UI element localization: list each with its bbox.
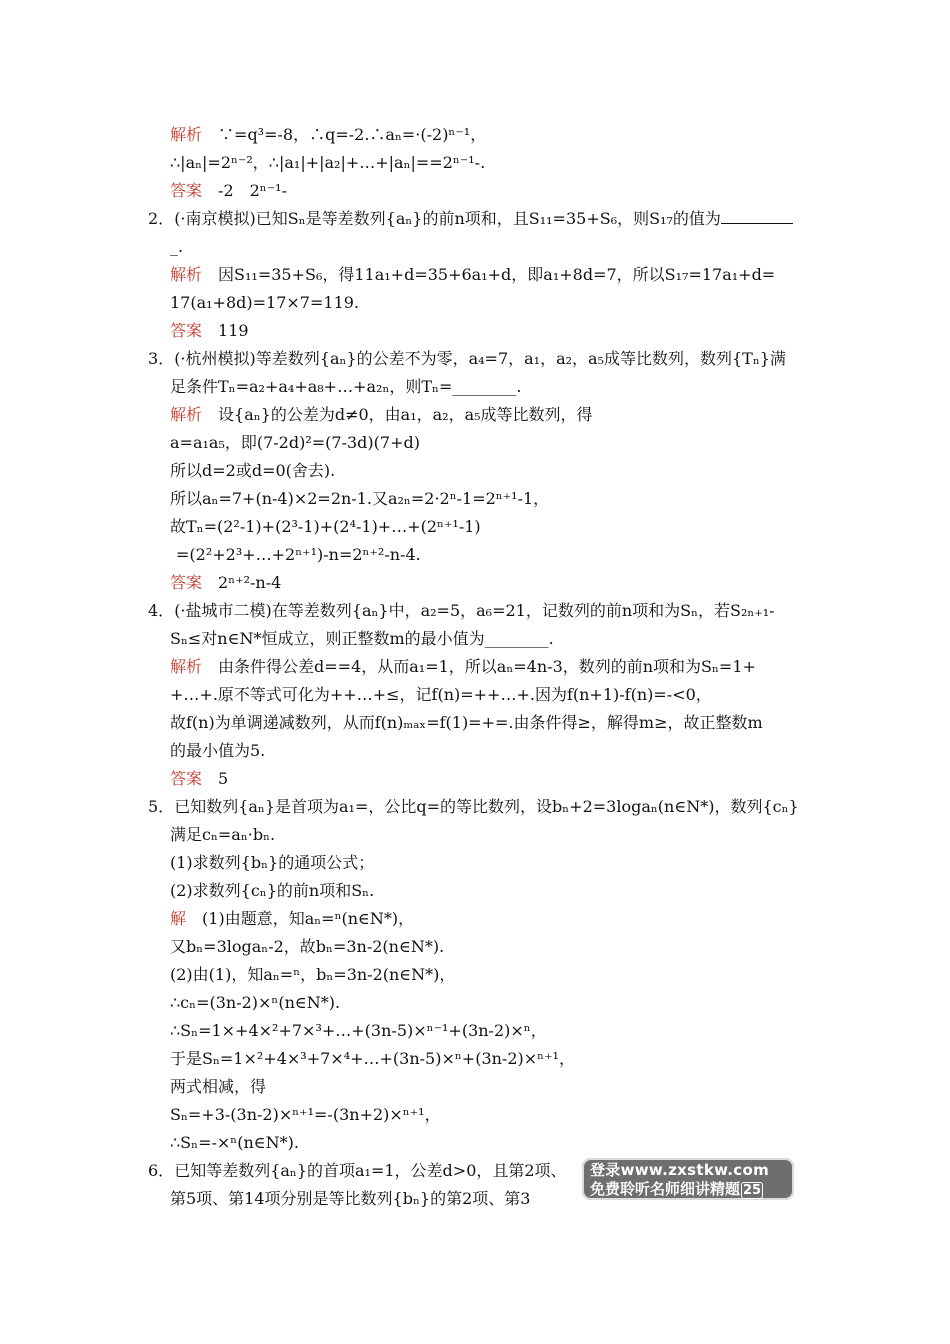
analysis-line-q1	[170, 124, 486, 146]
promo-url[interactable]: 登录www.zxstkw.com	[590, 1161, 770, 1179]
text-line: 的最小值为5.	[170, 741, 266, 760]
question-text: (·南京模拟)已知Sₙ是等差数列{aₙ}的前n项和，且S₁₁=35+S₆，则S₁₇的值为	[174, 209, 721, 228]
answer-line-q1	[170, 180, 287, 202]
promo-slogan	[590, 1178, 763, 1199]
text-line: ∴cₙ=(3n-2)×ⁿ(n∈N*).	[170, 993, 341, 1012]
analysis-text: ∵=q³=-8，∴q=-2.∴aₙ=·(-2)ⁿ⁻¹，	[218, 125, 487, 144]
answer-line-q4	[170, 768, 228, 790]
question-number: 2．	[148, 209, 175, 228]
analysis-label: 解析	[170, 265, 203, 284]
analysis-text: 因S₁₁=35+S₆，得11a₁+d=35+6a₁+d，即a₁+8d=7，所以S₁₇=17a₁+d=	[218, 265, 776, 284]
text-line: ∴Sₙ=1×+4×²+7×³+…+(3n-5)×ⁿ⁻¹+(3n-2)×ⁿ，	[170, 1021, 547, 1040]
text-line: Sₙ≤对n∈N*恒成立，则正整数m的最小值为________.	[170, 629, 554, 648]
question-text: 已知等差数列{aₙ}的首项a₁=1，公差d>0，且第2项、	[174, 1161, 567, 1180]
text-line: 足条件Tₙ=a₂+a₄+a₈+…+a₂ₙ，则Tₙ=________.	[170, 377, 522, 396]
text-line: 满足cₙ=aₙ·bₙ.	[170, 825, 276, 844]
analysis-label: 解析	[170, 405, 203, 424]
analysis-line-q4	[170, 656, 756, 678]
analysis-line-q2	[170, 264, 775, 286]
answer-line-q3	[170, 572, 281, 594]
text-line: (1)求数列{bₙ}的通项公式；	[170, 853, 375, 872]
question-text: (·杭州模拟)等差数列{aₙ}的公差不为零，a₄=7，a₁，a₂，a₅成等比数列，数列{Tₙ}满	[174, 349, 786, 368]
answer-label: 答案	[170, 769, 203, 788]
text-line: ∴|aₙ|=2ⁿ⁻²，∴|a₁|+|a₂|+…+|aₙ|==2ⁿ⁻¹-.	[170, 153, 486, 172]
question-6	[148, 1160, 567, 1182]
promo-badge[interactable]	[582, 1158, 794, 1200]
page-number: 25	[743, 1183, 762, 1198]
question-number: 3．	[148, 349, 175, 368]
answer-label: 答案	[170, 181, 203, 200]
answer-label: 答案	[170, 573, 203, 592]
promo-slogan-text: 免费聆听名师细讲精题	[590, 1180, 741, 1198]
answer-text: 119	[218, 321, 249, 340]
answer-line-q2	[170, 320, 249, 342]
question-number: 6．	[148, 1161, 175, 1180]
text-line: 又bₙ=3logaₙ-2，故bₙ=3n-2(n∈N*).	[170, 937, 445, 956]
text-line: 所以d=2或d=0(舍去).	[170, 461, 336, 480]
question-text: 已知数列{aₙ}是首项为a₁=，公比q=的等比数列，设bₙ+2=3logaₙ(n∈N*)，数列{cₙ}	[174, 797, 799, 816]
question-text: (·盐城市二模)在等差数列{aₙ}中，a₂=5，a₆=21，记数列的前n项和为Sₙ，若S₂ₙ₊₁-	[174, 601, 775, 620]
solution-label: 解	[170, 909, 187, 928]
question-2	[148, 208, 793, 230]
text-line: +…+.原不等式可化为++…+≤，记f(n)=++…+.因为f(n+1)-f(n)=-<0，	[170, 685, 712, 704]
answer-text: -2 2ⁿ⁻¹-	[218, 181, 287, 200]
question-5	[148, 796, 799, 818]
solution-text: (1)由题意，知aₙ=ⁿ(n∈N*)，	[202, 909, 415, 928]
text-line: (2)求数列{cₙ}的前n项和Sₙ.	[170, 881, 375, 900]
question-4	[148, 600, 775, 622]
text-line: (2)由(1)，知aₙ=ⁿ，bₙ=3n-2(n∈N*)，	[170, 965, 456, 984]
solution-line-q5	[170, 908, 414, 930]
analysis-label: 解析	[170, 657, 203, 676]
text-line: =(2²+2³+…+2ⁿ⁺¹)-n=2ⁿ⁺²-n-4.	[176, 545, 421, 564]
text-line: a=a₁a₅，即(7-2d)²=(7-3d)(7+d)	[170, 433, 420, 452]
answer-label: 答案	[170, 321, 203, 340]
answer-text: 5	[218, 769, 229, 788]
analysis-line-q3	[170, 404, 593, 426]
analysis-label: 解析	[170, 125, 203, 144]
analysis-text: 由条件得公差d==4，从而a₁=1，所以aₙ=4n-3，数列的前n项和为Sₙ=1+	[218, 657, 756, 676]
text-line: _.	[170, 237, 184, 256]
answer-blank	[721, 209, 793, 224]
text-line: 两式相减，得	[170, 1077, 267, 1096]
text-line: 第5项、第14项分别是等比数列{bₙ}的第2项、第3	[170, 1189, 531, 1208]
text-line: 17(a₁+8d)=17×7=119.	[170, 293, 360, 312]
answer-text: 2ⁿ⁺²-n-4	[218, 573, 282, 592]
text-line: 故f(n)为单调递减数列，从而f(n)ₘₐₓ=f(1)=+=.由条件得≥，解得m≥，故正整数m	[170, 713, 763, 732]
text-line: 所以aₙ=7+(n-4)×2=2n-1.又a₂ₙ=2·2ⁿ-1=2ⁿ⁺¹-1，	[170, 489, 550, 508]
text-line: ∴Sₙ=-×ⁿ(n∈N*).	[170, 1133, 299, 1152]
text-line: 于是Sₙ=1×²+4×³+7×⁴+…+(3n-5)×ⁿ+(3n-2)×ⁿ⁺¹，	[170, 1049, 575, 1068]
text-line: Sₙ=+3-(3n-2)×ⁿ⁺¹=-(3n+2)×ⁿ⁺¹，	[170, 1105, 441, 1124]
question-number: 4．	[148, 601, 175, 620]
question-number: 5．	[148, 797, 175, 816]
question-3	[148, 348, 786, 370]
analysis-text: 设{aₙ}的公差为d≠0，由a₁，a₂，a₅成等比数列，得	[218, 405, 593, 424]
text-line: 故Tₙ=(2²-1)+(2³-1)+(2⁴-1)+…+(2ⁿ⁺¹-1)	[170, 517, 481, 536]
